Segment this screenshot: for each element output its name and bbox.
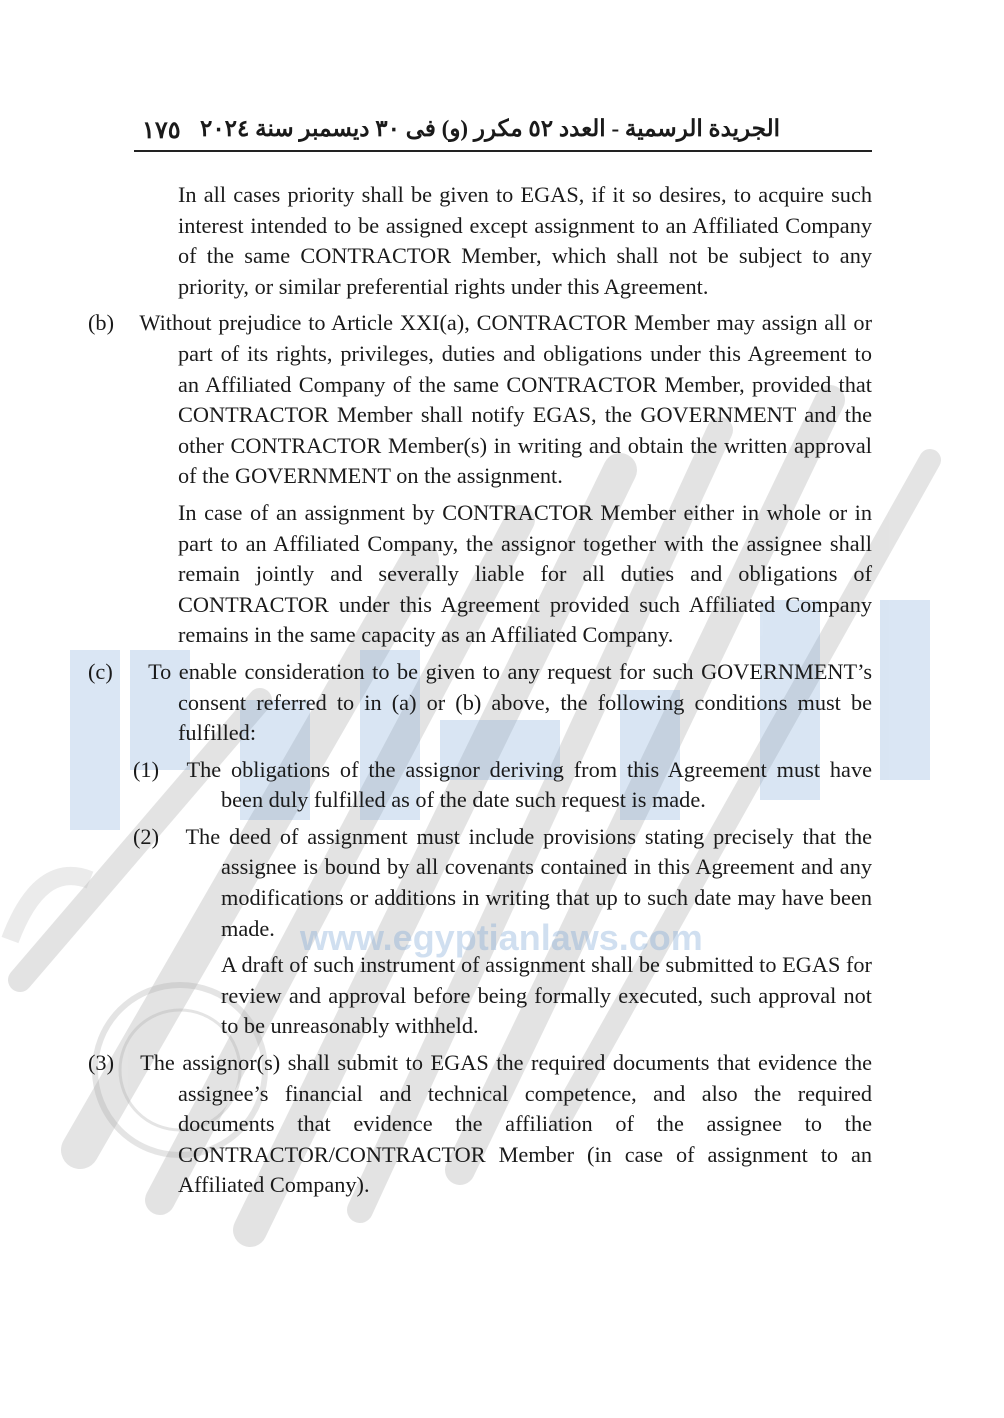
paragraph-priority: In all cases priority shall be given to EGAS, if it so desires, to acquire such interest intended to be assigned except assignment to an Affiliated Company of the same CONTRACTOR Member, which shall not be subject to any priority, or similar preferential rights under this Agreement.	[178, 182, 872, 299]
condition-1-text: The obligations of the assignor deriving from this Agreement must have been duly fulfilled as of the date such request is made.	[186, 756, 872, 813]
document-body	[0, 180, 1004, 1207]
condition-2-text: The deed of assignment must include provisions stating precisely that the assignee is bound by all covenants contained in this Agreement and any modifications or additions in writing that up to such date may have been made.	[185, 823, 872, 941]
clause-c: (c) To enable consideration to be given to any request for such GOVERNMENT’s consent referred to in (a) or (b) above, the following conditions must be fulfilled:	[88, 658, 873, 746]
condition-3-text: The assignor(s) shall submit to EGAS the required documents that evidence the assignee’s financial and technical competence, and also the required documents that evidence the affiliation of the assignee to the CONTRACTOR/CONTRACTOR Member (in case of assignment to an Affiliated Company).	[140, 1050, 873, 1198]
condition-1: (1) The obligations of the assignor deriving from this Agreement must have been duly fulfilled as of the date such request is made.	[133, 756, 872, 813]
condition-2-note: A draft of such instrument of assignment shall be submitted to EGAS for review and approval before being formally executed, such approval not to be unreasonably withheld.	[221, 952, 872, 1039]
gazette-header-title: الجريدة الرسمية - العدد ٥٢ مكرر (و) فى ٣٠ ديسمبر سنة ٢٠٢٤	[199, 116, 780, 141]
condition-2: (2) The deed of assignment must include provisions stating precisely that the assignee is bound by all covenants contained in this Agreement and any modifications or additions in writing that up to such date may have been made.	[133, 823, 872, 941]
watermark-url: www.egyptianlaws.com	[300, 917, 703, 958]
clause-b: (b) Without prejudice to Article XXI(a), CONTRACTOR Member may assign all or part of its rights, privileges, duties and obligations under this Agreement to an Affiliated Company of the same CONTRACTOR Member, provided that CONTRACTOR Member shall notify EGAS, the GOVERNMENT and the other CONTRACTOR Member(s) in writing and obtain the written approval of the GOVERNMENT on the assignment.	[88, 310, 872, 489]
paragraph-assignment-liability: In case of an assignment by CONTRACTOR Member either in whole or in part to an Affiliated Company, the assignor together with the assignee shall remain jointly and severally liable for all duties and obligations of CONTRACTOR under this Agreement provided such Affiliated Company remains in the same capacity as an Affiliated Company.	[178, 499, 872, 648]
clause-b-text: Without prejudice to Article XXI(a), CONTRACTOR Member may assign all or part of its rights, privileges, duties and obligations under this Agreement to an Affiliated Company of the same CONTRACTOR Member, provided that CONTRACTOR Member shall notify EGAS, the GOVERNMENT and the other CONTRACTOR Member(s) in writing and obtain the written approval of the GOVERNMENT on the assignment.	[139, 310, 872, 489]
page-header	[134, 110, 872, 152]
page-number: ١٧٥	[142, 118, 181, 144]
clause-c-text: To enable consideration to be given to any request for such GOVERNMENT’s consent referred to in (a) or (b) above, the following conditions must be fulfilled:	[148, 658, 873, 746]
condition-3: (3) The assignor(s) shall submit to EGAS the required documents that evidence the assignee’s financial and technical competence, and also the required documents that evidence the affiliation of the assignee to the CONTRACTOR/CONTRACTOR Member (in case of assignment to an Affiliated Company).	[88, 1050, 873, 1198]
